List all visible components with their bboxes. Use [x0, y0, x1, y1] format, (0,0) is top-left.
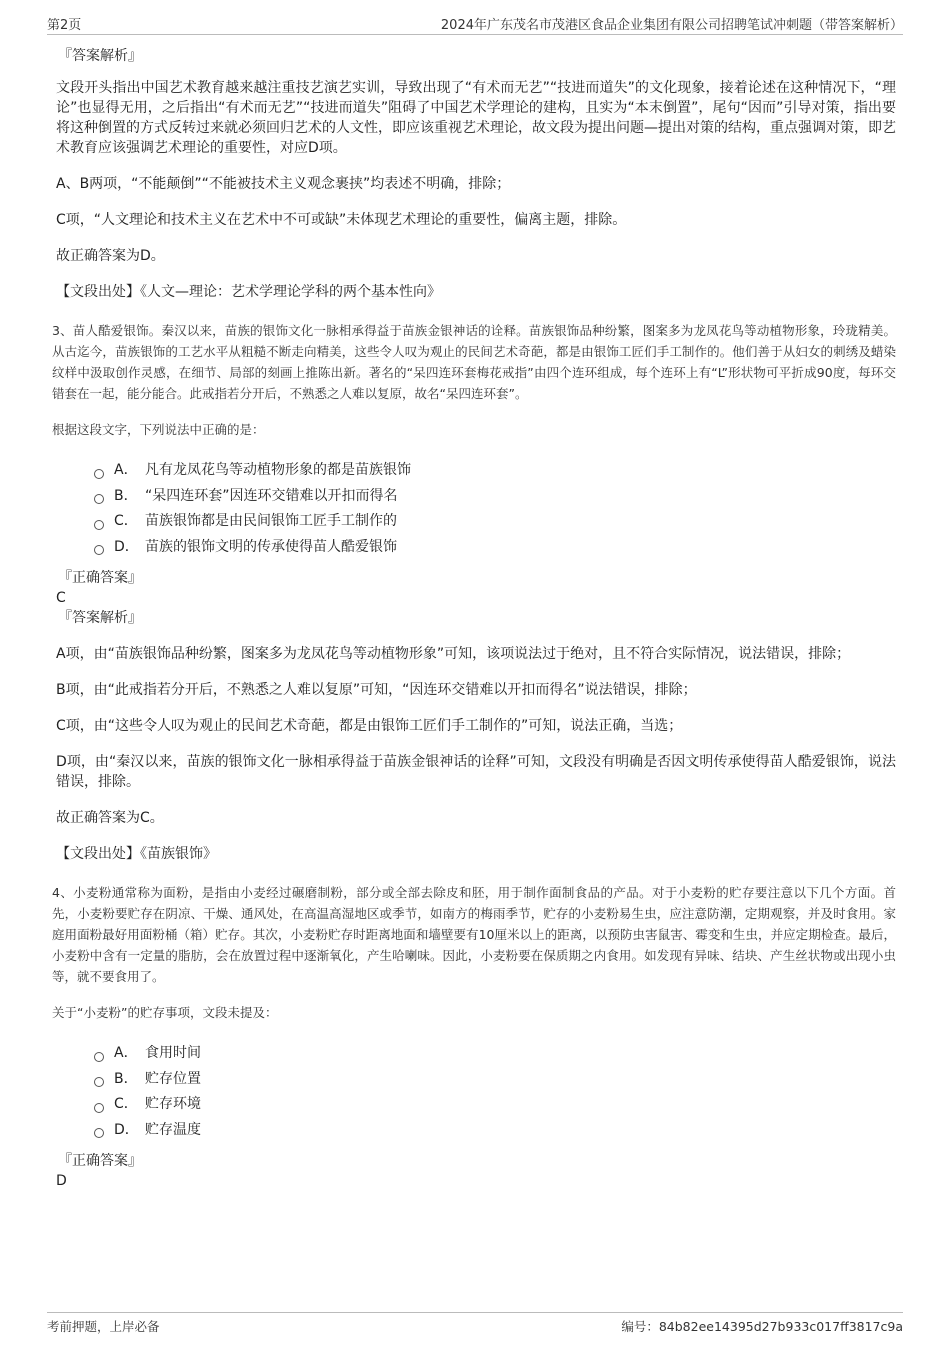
option-letter: A． — [114, 462, 138, 478]
q3-analysis-b: B项，由“此戒指若分开后，不熟悉之人难以复原”可知，“因连环交错难以开扣而得名”说法错误，排除； — [56, 682, 697, 698]
q3-answer-label: 『正确答案』 — [58, 570, 142, 586]
radio-icon[interactable] — [94, 1128, 104, 1138]
radio-icon[interactable] — [94, 469, 104, 479]
option-text: 食用时间 — [145, 1045, 201, 1061]
page-footer — [47, 1312, 903, 1336]
q4-option-a[interactable] — [94, 1041, 896, 1067]
radio-icon[interactable] — [94, 520, 104, 530]
q3-source: 【文段出处】《苗族银饰》 — [56, 846, 217, 862]
document-title: 2024年广东茂名市茂港区食品企业集团有限公司招聘笔试冲刺题（带答案解析） — [440, 18, 903, 33]
q3-conclusion: 故正确答案为C。 — [56, 810, 164, 826]
radio-icon[interactable] — [94, 1077, 104, 1087]
q2-conclusion: 故正确答案为D。 — [56, 248, 165, 264]
q3-analysis-c: C项，由“这些令人叹为观止的民间艺术奇葩，都是由银饰工匠们手工制作的”可知，说法正确，当选； — [56, 718, 683, 734]
radio-icon[interactable] — [94, 1103, 104, 1113]
q3-analysis-d: D项，由“秦汉以来，苗族的银饰文化一脉相承得益于苗族金银神话的诠释”可知，文段没有明确是否因文明传承使得苗人酷爱银饰，说法错误，排除。 — [56, 754, 896, 790]
q4-option-c[interactable] — [94, 1092, 896, 1118]
q3-option-b[interactable] — [94, 484, 896, 510]
q4-options — [94, 1041, 896, 1143]
option-text: 贮存温度 — [145, 1121, 201, 1138]
option-letter: D． — [114, 1121, 139, 1138]
q2-analysis-label: 『答案解析』 — [58, 48, 142, 64]
q4-prompt: 关于“小麦粉”的贮存事项，文段未提及： — [52, 1005, 278, 1020]
q3-option-d[interactable] — [94, 535, 896, 561]
option-letter: C． — [114, 513, 138, 529]
footer-slogan: 考前押题，上岸必备 — [47, 1319, 160, 1334]
option-text: 贮存位置 — [145, 1070, 201, 1087]
q4-answer-label: 『正确答案』 — [58, 1153, 142, 1169]
option-letter: C． — [114, 1096, 138, 1112]
q3-analysis-a: A项，由“苗族银饰品种纷繁，图案多为龙凤花鸟等动植物形象”可知，该项说法过于绝对，且不符合实际情况，说法错误，排除； — [56, 646, 851, 662]
q4-option-b[interactable] — [94, 1067, 896, 1093]
q4-answer-value: D — [56, 1173, 67, 1189]
q2-source: 【文段出处】《人文—理论：艺术学理论学科的两个基本性向》 — [56, 284, 441, 300]
q3-prompt: 根据这段文字，下列说法中正确的是： — [52, 422, 265, 437]
option-letter: B． — [114, 1070, 138, 1087]
q4-question-text: 4、小麦粉通常称为面粉，是指由小麦经过碾磨制粉，部分或全部去除皮和胚，用于制作面制食品的产品。对于小麦粉的贮存要注意以下几个方面。首先，小麦粉要贮存在阴凉、干燥、通风处，在高温高湿地区或季节，如南方的梅雨季节，贮存的小麦粉易生虫，应注意防潮，定期观察，并及时食用。家庭用面粉最好用面粉桶（箱）贮存。其次，小麦粉贮存时距离地面和墙壁要有10厘米以上的距离，以预防虫害鼠害、霉变和生虫，并应定期检查。最后，小麦粉中含有一定量的脂肪，会在放置过程中逐渐氧化，产生哈喇味。因此，小麦粉要在保质期之内食用。如发现有异味、结块、产生丝状物或出现小虫等，就不要食用了。 — [52, 885, 896, 984]
option-text: “呆四连环套”因连环交错难以开扣而得名 — [145, 487, 398, 504]
option-text: 苗族银饰都是由民间银饰工匠手工制作的 — [145, 513, 397, 529]
document-code: 编号：84b82ee14395d27b933c017ff3817c9a — [621, 1319, 903, 1334]
option-letter: B． — [114, 487, 138, 504]
q2-analysis-text: 文段开头指出中国艺术教育越来越注重技艺演艺实训，导致出现了“有术而无艺”“技进而道失”的文化现象，接着论述在这种情况下，“理论”也显得无用，之后指出“有术而无艺”“技进而道失”阻碍了中国艺术学理论的建构，且实为“本末倒置”，尾句“因而”引导对策，指出要将这种倒置的方式反转过来就必须回归艺术的人文性，即应该重视艺术理论，故文段为提出问题—提出对策的结构，重点强调对策，即艺术教育应该强调艺术理论的重要性，对应D项。 — [56, 80, 896, 156]
radio-icon[interactable] — [94, 494, 104, 504]
option-text: 贮存环境 — [145, 1096, 201, 1112]
q3-analysis-label: 『答案解析』 — [58, 610, 142, 626]
q2-analysis-ab: A、B两项，“不能颠倒”“不能被技术主义观念裹挟”均表述不明确，排除； — [56, 176, 511, 192]
radio-icon[interactable] — [94, 545, 104, 555]
q3-options — [94, 458, 896, 560]
page-number: 第2页 — [47, 18, 82, 33]
q3-answer-value: C — [56, 590, 66, 606]
option-letter: A． — [114, 1045, 138, 1061]
radio-icon[interactable] — [94, 1052, 104, 1062]
q3-option-a[interactable] — [94, 458, 896, 484]
document-body — [52, 46, 896, 1191]
page-header — [47, 14, 903, 35]
q3-question-text: 3、苗人酷爱银饰。秦汉以来，苗族的银饰文化一脉相承得益于苗族金银神话的诠释。苗族银饰品种纷繁，图案多为龙凤花鸟等动植物形象，玲珑精美。从古迄今，苗族银饰的工艺水平从粗糙不断走向精美，这些令人叹为观止的民间艺术奇葩，都是由银饰工匠们手工制作的。他们善于从妇女的刺绣及蜡染纹样中汲取创作灵感，在细节、局部的刻画上推陈出新。著名的“呆四连环套梅花戒指”由四个连环组成，每个连环上有“L”形状物可平折成90度，每环交错套在一起，能分能合。此戒指若分开后，不熟悉之人难以复原，故名“呆四连环套”。 — [52, 323, 896, 401]
option-letter: D． — [114, 538, 139, 555]
q4-option-d[interactable] — [94, 1118, 896, 1144]
q3-option-c[interactable] — [94, 509, 896, 535]
q2-analysis-c: C项，“人文理论和技术主义在艺术中不可或缺”未体现艺术理论的重要性，偏离主题，排除。 — [56, 212, 627, 228]
option-text: 苗族的银饰文明的传承使得苗人酷爱银饰 — [145, 538, 397, 555]
option-text: 凡有龙凤花鸟等动植物形象的都是苗族银饰 — [145, 462, 411, 478]
